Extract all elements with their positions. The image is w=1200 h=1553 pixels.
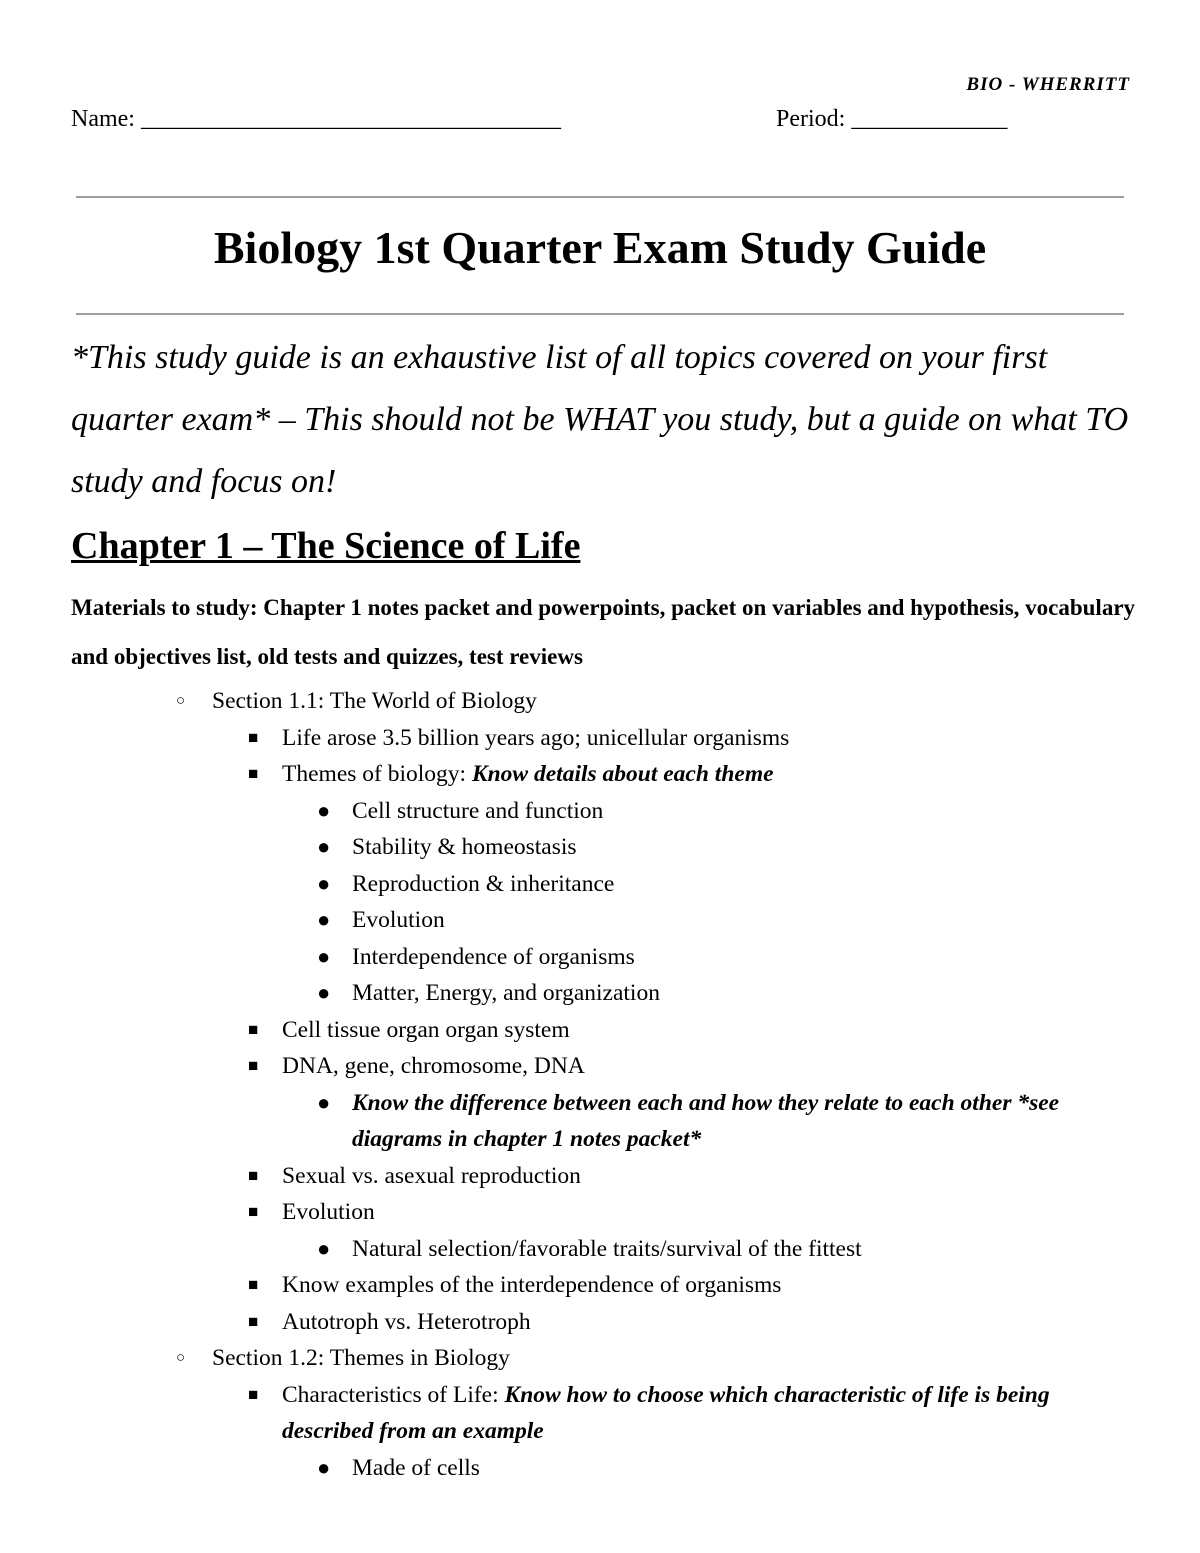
outline-item-text <box>352 939 635 976</box>
outline-item <box>0 756 1200 793</box>
outline-item <box>0 720 1200 757</box>
round-bullet-icon: ● <box>317 797 331 823</box>
square-bullet-icon: ■ <box>248 1202 259 1221</box>
square-bullet-icon: ■ <box>248 764 259 783</box>
outline-item-text <box>282 1304 531 1341</box>
outline-item-label: DNA, gene, chromosome, DNA <box>282 1053 585 1079</box>
outline-item <box>0 1158 1200 1195</box>
outline-item-text <box>212 1340 510 1377</box>
outline-item-text <box>282 1048 585 1085</box>
outline-item <box>0 683 1200 720</box>
outline-item-label: Life arose 3.5 billion years ago; unicellular organisms <box>282 724 790 751</box>
outline-item-text <box>282 1012 570 1049</box>
outline-item-label: Evolution <box>282 1199 375 1225</box>
outline-item <box>0 1231 1200 1268</box>
round-bullet-icon: ● <box>317 1454 331 1480</box>
outline-item <box>0 1377 1200 1450</box>
course-tag: BIO - WHERRITT <box>966 74 1130 95</box>
outline-item <box>0 866 1200 903</box>
square-bullet-icon: ■ <box>248 1311 259 1331</box>
intro-note: *This study guide is an exhaustive list of all topics covered on your first quarter exam* – This should not be WHAT you study, but a guide on what TO study and focus on! <box>71 339 1129 500</box>
round-bullet-icon: ● <box>317 870 331 896</box>
hollow-circle-bullet-icon: ○ <box>176 1350 186 1366</box>
square-bullet-icon: ■ <box>248 727 259 747</box>
outline-item <box>0 939 1200 976</box>
outline-item-label: Section 1.1: The World of Biology <box>212 688 537 714</box>
round-bullet-icon: ● <box>317 980 331 1005</box>
outline-item <box>0 1085 1200 1158</box>
period-blank: _____________ <box>851 106 1008 132</box>
outline-item-label: Section 1.2: Themes in Biology <box>212 1345 510 1371</box>
round-bullet-icon: ● <box>317 1089 331 1115</box>
outline-item-text <box>352 1450 480 1487</box>
outline-item-emphasis: Know details about each theme <box>471 761 774 787</box>
square-bullet-icon: ■ <box>248 1056 259 1075</box>
outline-item <box>0 902 1200 939</box>
outline-item-label: Themes of biology: <box>282 761 472 787</box>
materials-to-study: Materials to study: Chapter 1 notes packet and powerpoints, packet on variables and hypothesis, vocabulary and objectives list, old tests and quizzes, test reviews <box>71 595 1136 669</box>
outline-item <box>0 793 1200 830</box>
chapter-heading: Chapter 1 – The Science of Life <box>71 525 581 567</box>
outline-item-label: Interdependence of organisms <box>352 943 635 970</box>
top-divider <box>76 196 1124 198</box>
outline-item-label: Matter, Energy, and organization <box>352 980 660 1006</box>
topic-outline <box>0 683 1200 1486</box>
outline-item-emphasis: Know the difference between each and how they relate to each other *see diagrams in chapter 1 notes packet* <box>352 1089 1060 1152</box>
square-bullet-icon: ■ <box>248 1275 259 1294</box>
outline-item-text <box>352 975 660 1012</box>
outline-item-text <box>282 1267 781 1304</box>
bottom-divider <box>76 313 1124 315</box>
outline-item <box>0 1194 1200 1231</box>
outline-item <box>0 975 1200 1012</box>
outline-item-emphasis: Know how to choose which characteristic of life is being described from an example <box>282 1381 1050 1444</box>
outline-item-text <box>352 829 577 866</box>
outline-item <box>0 1450 1200 1487</box>
outline-item-text <box>352 866 614 903</box>
outline-item-text <box>282 1194 375 1231</box>
outline-item-text <box>282 1377 1127 1450</box>
name-field <box>71 104 561 134</box>
period-label: Period: <box>776 106 846 132</box>
outline-item-text <box>282 1158 581 1195</box>
outline-item <box>0 1267 1200 1304</box>
outline-item-text <box>352 1231 862 1268</box>
outline-item-label: Cell structure and function <box>352 797 604 824</box>
outline-item-text <box>352 793 603 830</box>
outline-item-text <box>282 756 774 793</box>
name-label: Name: <box>71 106 135 132</box>
outline-item-label: Natural selection/favorable traits/survival of the fittest <box>352 1235 862 1262</box>
outline-item-text <box>282 720 789 757</box>
round-bullet-icon: ● <box>317 834 331 859</box>
name-blank: ___________________________________ <box>140 106 561 132</box>
square-bullet-icon: ■ <box>248 1384 259 1404</box>
round-bullet-icon: ● <box>317 1235 331 1261</box>
round-bullet-icon: ● <box>317 943 331 969</box>
square-bullet-icon: ■ <box>248 1019 259 1039</box>
outline-item-label: Cell tissue organ organ system <box>282 1016 570 1043</box>
outline-item-label: Characteristics of Life: <box>282 1381 505 1408</box>
round-bullet-icon: ● <box>317 907 331 932</box>
page-title: Biology 1st Quarter Exam Study Guide <box>213 222 987 273</box>
outline-item-label: Evolution <box>352 907 445 933</box>
outline-item <box>0 1048 1200 1085</box>
hollow-circle-bullet-icon: ○ <box>176 693 186 709</box>
square-bullet-icon: ■ <box>248 1165 259 1185</box>
outline-item <box>0 1304 1200 1341</box>
outline-item-text <box>352 1085 1142 1158</box>
outline-item <box>0 829 1200 866</box>
outline-item <box>0 1012 1200 1049</box>
outline-item-label: Stability & homeostasis <box>352 834 577 860</box>
outline-item-text <box>352 902 445 939</box>
outline-item-label: Reproduction & inheritance <box>352 870 615 897</box>
outline-item-label: Made of cells <box>352 1454 480 1481</box>
outline-item-label: Know examples of the interdependence of organisms <box>282 1272 782 1298</box>
outline-item-text <box>212 683 537 720</box>
outline-item-label: Autotroph vs. Heterotroph <box>282 1308 531 1335</box>
outline-item <box>0 1340 1200 1377</box>
period-field <box>776 104 1007 134</box>
outline-item-label: Sexual vs. asexual reproduction <box>282 1162 581 1189</box>
